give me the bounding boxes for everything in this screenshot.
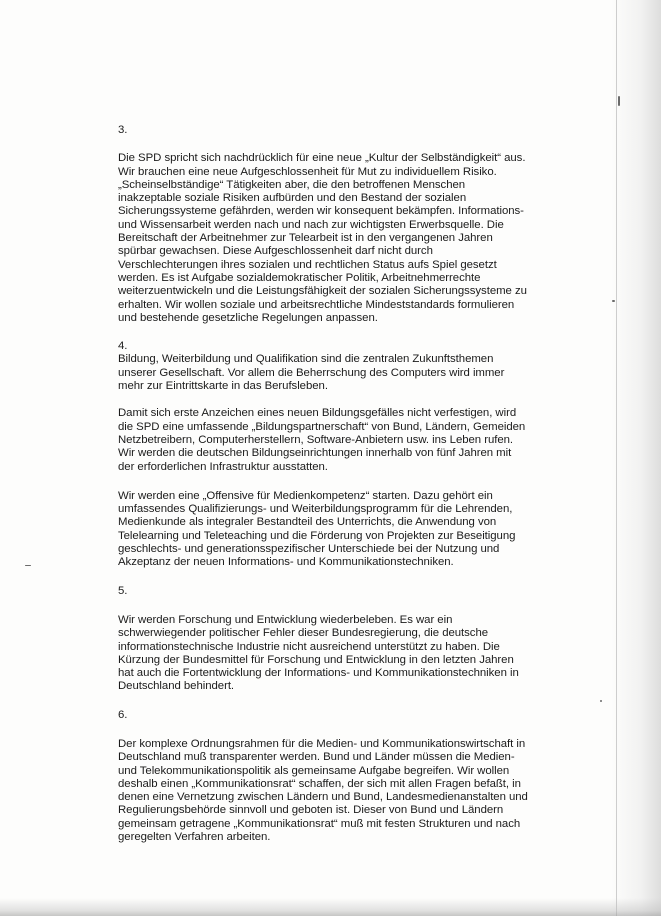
scan-speck xyxy=(600,700,602,702)
paragraph: Damit sich erste Anzeichen eines neuen Bildungsgefälles nicht verfestigen, wird die SPD eine umfassende „Bildungspartnerschaft“ von Bund, Ländern, Gemeiden Netzbetreibern, Computerherstellern, Software-Anbietern usw. ins Leben rufen. Wir werden die deutschen Bildungseinrichtungen innerhalb von fünf Jahren mit der erforderlichen Infrastruktur ausstatten. xyxy=(118,407,526,473)
paragraph: Bildung, Weiterbildung und Qualifikation sind die zentralen Zukunftsthemen unserer Gesellschaft. Vor allem die Beherrschung des Computers wird immer mehr zur Eintrittskarte in das Berufsleben. xyxy=(118,353,505,393)
scan-speck xyxy=(618,96,620,106)
section-number: 6. xyxy=(118,708,128,721)
paragraph: Wir werden Forschung und Entwicklung wiederbeleben. Es war ein schwerwiegender politischer Fehler dieser Bundesregierung, die deutsche informationstechnische Industrie nicht ausreichend unterstützt zu haben. Die Kürzung der Bundesmittel für Forschung und Entwicklung in den letzten Jahren hat auch die Fortentwicklung der Informations- und Kommunikationstechniken in Deutschland behindert. xyxy=(118,613,519,693)
section-number: 4. xyxy=(118,340,128,353)
scan-edge-right xyxy=(611,0,661,916)
scan-edge-bottom xyxy=(0,898,661,916)
section-6 xyxy=(118,709,528,845)
section-number: 3. xyxy=(118,124,128,136)
paragraph: Die SPD spricht sich nachdrücklich für eine neue „Kultur der Selbständigkeit“ aus. Wir brauchen eine neue Aufgeschlossenheit für Mut zu individuellem Risiko. „Scheinselbständige“ Tätigkeiten aber, die den betroffenen Menschen inakzeptable soziale Risiken aufbürden und den Bestand der sozialen Sicherungssysteme gefährden, werden wir konsequent bekämpfen. Informations- und Wissensarbeit werden nach und nach zur wichtigsten Erwerbsquelle. Die Bereitschaft der Arbeitnehmer zur Telearbeit ist in den vergangenen Jahren spürbar gewachsen. Diese Aufgeschlossenheit darf nicht durch Verschlechterungen ihres sozialen und rechtlichen Status aufs Spiel gesetzt werden. Es ist Aufgabe sozialdemokratischer Politik, Arbeitnehmerrechte weiterzuentwickeln und die Leistungsfähigkeit der sozialen Sicherungssysteme zu erhalten. Wir wollen soziale und arbeitsrechtliche Mindeststandards formulieren und bestehende gesetzliche Regelungen anpassen. xyxy=(118,152,527,324)
scan-edge-line xyxy=(616,0,617,916)
paragraph: Der komplexe Ordnungsrahmen für die Medien- und Kommunikationswirtschaft in Deutschland muß transparenter werden. Bund und Länder müssen die Medien- und Telekommunikationspolitik als gemeinsame Aufgabe begreifen. Wir wollen deshalb einen „Kommunikationsrat“ schaffen, der sich mit allen Fragen befaßt, in denen eine Vernetzung zwischen Ländern und Bund, Landesmedienanstalten und Regulierungsbehörde sinnvoll und geboten ist. Dieser von Bund und Ländern gemeinsam getragene „Kommunikationsrat“ muß mit festen Strukturen und nach geregelten Verfahren arbeiten. xyxy=(118,737,528,844)
scan-speck xyxy=(612,300,615,302)
scan-speck xyxy=(25,565,31,566)
section-5 xyxy=(118,585,528,694)
section-4 xyxy=(118,340,528,569)
paragraph: Wir werden eine „Offensive für Medienkompetenz“ starten. Dazu gehört ein umfassendes Qualifizierungs- und Weiterbildungsprogramm für die Lehrenden, Medienkunde als integraler Bestandteil des Unterrichts, die Anwendung von Telelearning und Teleteaching und die Förderung von Projekten zur Beseitigung geschlechts- und generationsspezifischer Unterschiede bei der Nutzung und Akzeptanz der neuen Informations- und Kommunikationstechniken. xyxy=(118,489,516,569)
document-body xyxy=(118,124,528,844)
section-number: 5. xyxy=(118,584,128,597)
section-3 xyxy=(118,124,528,325)
